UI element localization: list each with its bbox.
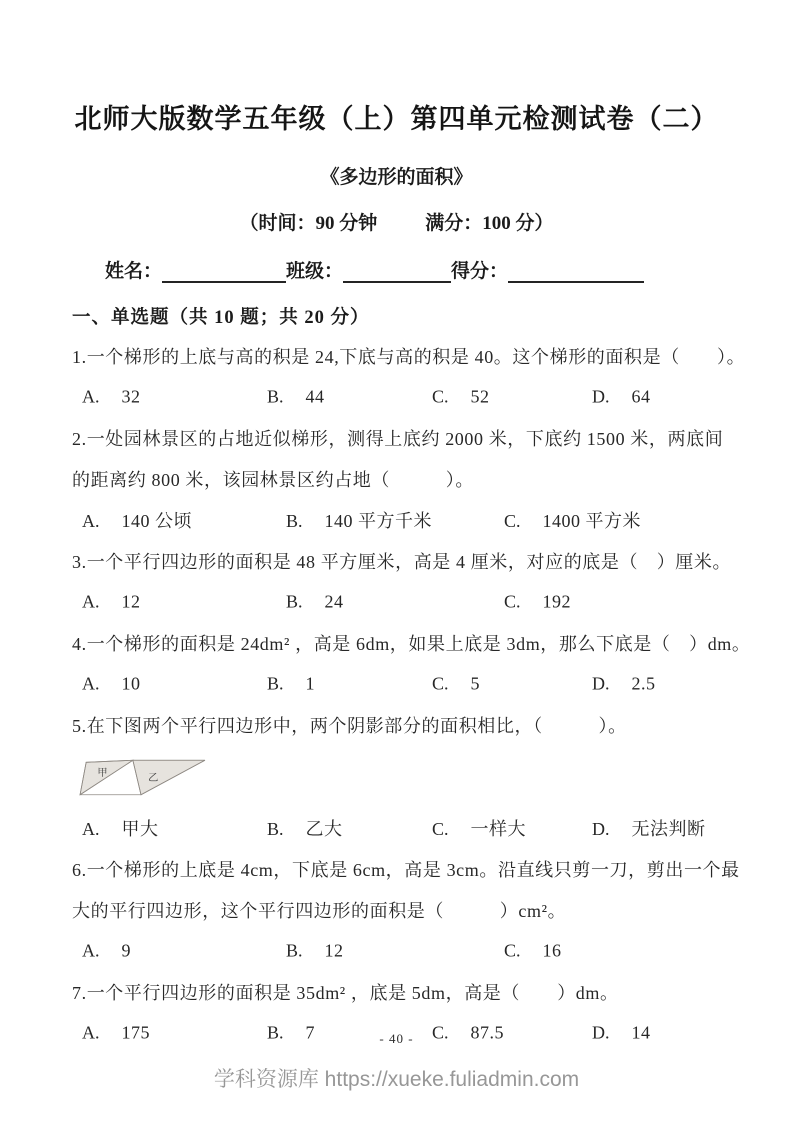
- option-label: C.: [504, 591, 521, 611]
- question-text-line: 大的平行四边形，这个平行四边形的面积是（ ）cm²。: [72, 900, 567, 921]
- option-label: A.: [82, 940, 100, 960]
- paper-subtitle: 《多边形的面积》: [320, 167, 473, 188]
- parallelograms-figure: [76, 756, 208, 797]
- class-blank-line: [343, 259, 451, 283]
- option-label: B.: [286, 940, 303, 960]
- options-row: [72, 930, 767, 971]
- question-text-line: 的距离约 800 米，该园林景区约占地（ ）。: [72, 469, 474, 490]
- question-text-line: 6.一个梯形的上底是 4cm，下底是 6cm，高是 3cm。沿直线只剪一刀，剪出一个最: [72, 859, 740, 880]
- option-label: B.: [267, 818, 284, 839]
- options-row: [72, 499, 767, 540]
- option-a: [82, 507, 192, 533]
- question-block: [72, 417, 767, 540]
- questions-area: [72, 335, 767, 1053]
- option-label: D.: [592, 818, 610, 839]
- option-value: 64: [631, 386, 651, 406]
- question-block: [72, 704, 767, 848]
- option-value: 12: [324, 940, 344, 960]
- option-b: [267, 815, 343, 841]
- page-number: - 40 -: [379, 1031, 414, 1046]
- option-label: D.: [592, 673, 610, 693]
- option-label: B.: [286, 510, 303, 531]
- option-value: 175: [121, 1022, 150, 1042]
- question-text-line: 4.一个梯形的面积是 24dm² ，高是 6dm，如果上底是 3dm，那么下底是（ ）dm。: [72, 633, 751, 654]
- figure-label-yi: 乙: [148, 772, 159, 784]
- option-c: [432, 386, 490, 407]
- question-block: [72, 848, 767, 971]
- question-figure: [72, 745, 767, 807]
- question-block: [72, 540, 767, 622]
- option-c: [504, 940, 562, 961]
- section-heading: 一、单选题（共 10 题；共 20 分）: [72, 308, 370, 328]
- option-c: [432, 673, 480, 694]
- option-a: [82, 815, 159, 841]
- option-label: C.: [504, 510, 521, 531]
- option-value: 甲大: [121, 818, 159, 839]
- option-value: 1400 平方米: [542, 510, 642, 531]
- option-label: C.: [504, 940, 521, 960]
- option-value: 乙大: [305, 818, 343, 839]
- option-label: B.: [267, 386, 284, 406]
- option-label: A.: [82, 510, 100, 531]
- option-b: [267, 673, 315, 694]
- paper-meta-row: [0, 208, 793, 235]
- option-a: [82, 673, 141, 694]
- option-a: [82, 940, 131, 961]
- class-label: 班级：: [286, 261, 344, 282]
- option-c: [504, 591, 571, 612]
- option-value: 5: [470, 673, 481, 693]
- option-label: A.: [82, 1022, 100, 1042]
- option-b: [267, 386, 325, 407]
- option-label: D.: [592, 1022, 610, 1042]
- option-value: 10: [121, 673, 141, 693]
- option-value: 12: [121, 591, 141, 611]
- options-row: [72, 376, 767, 417]
- option-d: [592, 386, 651, 407]
- options-row: [72, 581, 767, 622]
- option-value: 14: [631, 1022, 651, 1042]
- option-c: [432, 815, 526, 841]
- option-label: A.: [82, 591, 100, 611]
- option-d: [592, 673, 656, 694]
- option-d: [592, 815, 706, 841]
- option-value: 32: [121, 386, 141, 406]
- options-row: [72, 663, 767, 704]
- option-value: 1: [305, 673, 316, 693]
- name-blank-line: [162, 259, 286, 283]
- full-score-info: 满分：100 分）: [425, 213, 554, 234]
- option-label: C.: [432, 386, 449, 406]
- question-text-line: 7.一个平行四边形的面积是 35dm² ，底是 5dm，高是（ ）dm。: [72, 982, 619, 1003]
- score-blank-line: [508, 259, 644, 283]
- question-text-line: 2.一处园林景区的占地近似梯形，测得上底约 2000 米，下底约 1500 米，两底间: [72, 428, 724, 449]
- option-label: A.: [82, 673, 100, 693]
- question-block: [72, 622, 767, 704]
- option-label: B.: [267, 673, 284, 693]
- option-value: 一样大: [470, 818, 527, 839]
- option-value: 2.5: [631, 673, 656, 693]
- option-label: A.: [82, 386, 100, 406]
- option-value: 7: [305, 1022, 316, 1042]
- question-text-line: 5.在下图两个平行四边形中，两个阴影部分的面积相比，（ ）。: [72, 715, 627, 736]
- option-label: B.: [286, 591, 303, 611]
- question-text-line: 3.一个平行四边形的面积是 48 平方厘米，高是 4 厘米，对应的底是（ ）厘米。: [72, 551, 732, 572]
- option-label: C.: [432, 818, 449, 839]
- time-info: （时间：90 分钟: [239, 213, 378, 234]
- paper-title: 北师大版数学五年级（上）第四单元检测试卷（二）: [74, 104, 719, 134]
- option-value: 44: [305, 386, 325, 406]
- option-c: [504, 507, 641, 533]
- option-label: C.: [432, 673, 449, 693]
- option-value: 192: [542, 591, 572, 611]
- option-value: 9: [121, 940, 131, 960]
- name-label: 姓名：: [105, 261, 163, 282]
- shaded-triangle-yi: [133, 760, 205, 795]
- option-a: [82, 591, 141, 612]
- option-label: A.: [82, 818, 100, 839]
- option-label: B.: [267, 1022, 284, 1042]
- option-value: 87.5: [470, 1022, 505, 1042]
- question-text-line: 1.一个梯形的上底与高的积是 24,下底与高的积是 40。这个梯形的面积是（ ）。: [72, 346, 746, 367]
- option-value: 140 平方千米: [324, 510, 433, 531]
- option-label: C.: [432, 1022, 449, 1042]
- option-b: [286, 591, 344, 612]
- option-label: D.: [592, 386, 610, 406]
- option-value: 140 公顷: [121, 510, 192, 531]
- option-b: [286, 940, 344, 961]
- figure-label-jia: 甲: [97, 767, 108, 779]
- option-value: 16: [542, 940, 562, 960]
- score-label: 得分：: [451, 261, 509, 282]
- site-link[interactable]: 学科资源库 https://xueke.fuliadmin.com: [213, 1068, 580, 1091]
- option-value: 无法判断: [631, 818, 706, 839]
- option-value: 24: [324, 591, 344, 611]
- question-block: [72, 335, 767, 417]
- student-info-row: [105, 256, 713, 283]
- options-row: [72, 807, 767, 848]
- option-value: 52: [470, 386, 490, 406]
- option-b: [286, 507, 432, 533]
- option-a: [82, 386, 141, 407]
